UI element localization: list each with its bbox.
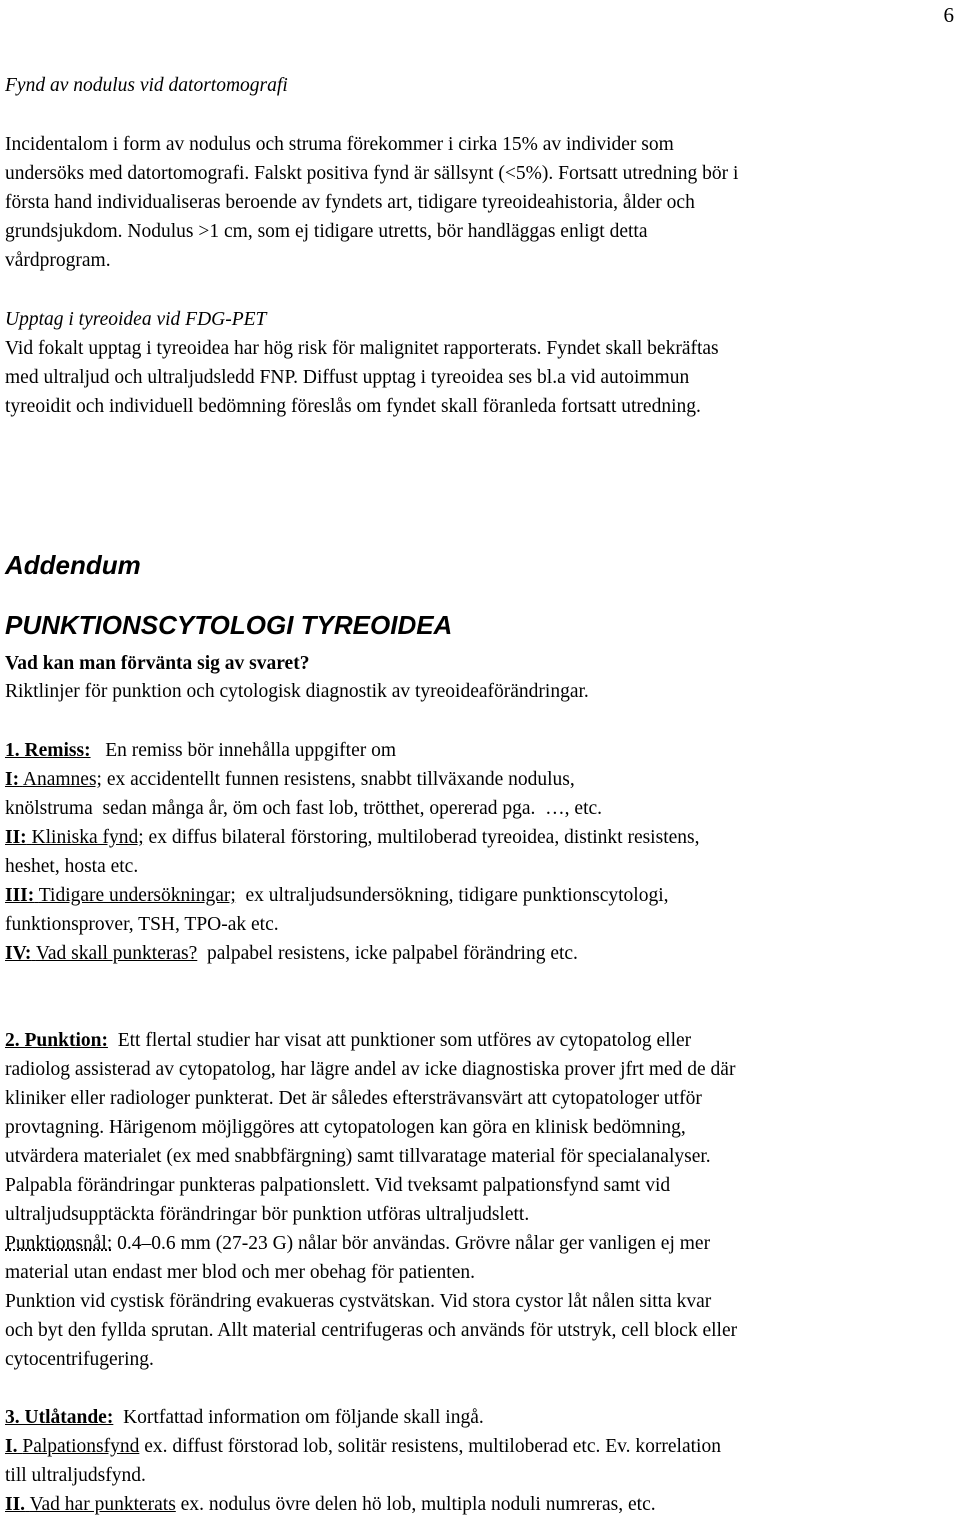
item-label: III: — [5, 885, 35, 906]
remiss-label: 1. Remiss: — [5, 740, 91, 761]
paragraph-line: material utan endast mer blod och mer obehag för patienten. — [5, 1262, 475, 1283]
page-number: 6 — [943, 3, 954, 27]
paragraph-line: tyreoidit och individuell bedömning föreslås om fyndet skall föranleda fortsatt utredning. — [5, 396, 701, 417]
item-text: ex ultraljudsundersökning, tidigare punktionscytologi, — [235, 885, 669, 906]
paragraph-line: heshet, hosta etc. — [5, 856, 139, 877]
remiss-line — [5, 739, 396, 763]
paragraph-line: utvärdera materialet (ex med snabbfärgning) samt tillvaratage material för specialanalyser. — [5, 1146, 711, 1167]
paragraph-line: ultraljudsupptäckta förändringar bör punktion utföras ultraljudslett. — [5, 1204, 530, 1225]
utlatande-line — [5, 1406, 484, 1430]
paragraph-line: kliniker eller radiologer punkterat. Det är således eftersträvansvärt att cytopatologer utför — [5, 1088, 702, 1109]
section-title-ct: Fynd av nodulus vid datortomografi — [5, 75, 288, 96]
remiss-text: En remiss bör innehålla uppgifter om — [105, 740, 397, 761]
paragraph-line: knölstruma sedan många år, öm och fast lob, trötthet, opererad pga. …, etc. — [5, 798, 603, 819]
section-title-pet: Upptag i tyreoidea vid FDG-PET — [5, 309, 267, 330]
paragraph-line: Palpabla förändringar punkteras palpationslett. Vid tveksamt palpationsfynd samt vid — [5, 1175, 671, 1196]
item-label: I. — [5, 1436, 18, 1457]
remiss-item-i — [5, 768, 575, 792]
paragraph-line: undersöks med datortomografi. Falskt positiva fynd är sällsynt (<5%). Fortsatt utredning bör i — [5, 163, 739, 184]
utlatande-item-i — [5, 1435, 721, 1459]
punktion-text: Ett flertal studier har visat att punktioner som utföres av cytopatolog eller — [117, 1030, 692, 1051]
paragraph-line: funktionsprover, TSH, TPO-ak etc. — [5, 914, 279, 935]
item-label: IV: — [5, 943, 32, 964]
item-title: Vad har punkterats — [29, 1494, 176, 1515]
remiss-item-ii — [5, 826, 699, 850]
remiss-item-iv — [5, 942, 578, 966]
paragraph-line: grundsjukdom. Nodulus >1 cm, som ej tidigare utretts, bör handläggas enligt detta — [5, 221, 648, 242]
addendum-subheading: PUNKTIONSCYTOLOGI TYREOIDEA — [5, 610, 453, 640]
item-text: ex. nodulus övre delen hö lob, multipla noduli numreras, etc. — [175, 1494, 656, 1515]
punktionsnal-label: Punktionsnål: — [5, 1233, 113, 1254]
utlatande-item-ii — [5, 1493, 656, 1517]
item-title: Vad skall punkteras? — [35, 943, 198, 964]
item-title: Kliniska fynd; — [31, 827, 144, 848]
item-label: II: — [5, 827, 27, 848]
paragraph-line: radiolog assisterad av cytopatolog, har lägre andel av icke diagnostiska prover jfrt med de där — [5, 1059, 736, 1080]
paragraph-line: och byt den fyllda sprutan. Allt material centrifugeras och används för utstryk, cell block eller — [5, 1320, 738, 1341]
item-text: ex. diffust förstorad lob, solitär resistens, multiloberad etc. Ev. korrelation — [139, 1436, 721, 1457]
item-title: Palpationsfynd — [22, 1436, 140, 1457]
item-text: ex diffus bilateral förstoring, multiloberad tyreoidea, distinkt resistens, — [143, 827, 700, 848]
punktion-label: 2. Punktion: — [5, 1030, 108, 1051]
item-label: I: — [5, 769, 20, 790]
paragraph-line: första hand individualiseras beroende av fyndets art, tidigare tyreoideahistoria, ålder och — [5, 192, 695, 213]
utlatande-label: 3. Utlåtande: — [5, 1407, 114, 1428]
item-text: palpabel resistens, icke palpabel förändring etc. — [197, 943, 578, 964]
remiss-item-iii — [5, 884, 669, 908]
paragraph-line: cytocentrifugering. — [5, 1349, 154, 1370]
paragraph-line: Punktion vid cystisk förändring evakueras cystvätskan. Vid stora cystor låt nålen sitta kvar — [5, 1291, 712, 1312]
paragraph-line: vårdprogram. — [5, 250, 111, 271]
paragraph-line: provtagning. Härigenom möjliggöres att cytopatologen kan göra en klinisk bedömning, — [5, 1117, 686, 1138]
utlatande-text: Kortfattad information om följande skall ingå. — [123, 1407, 484, 1428]
punktion-line — [5, 1029, 691, 1053]
addendum-question: Vad kan man förvänta sig av svaret? — [5, 653, 310, 674]
item-title: Tidigare undersökningar; — [38, 885, 236, 906]
paragraph-line: Vid fokalt upptag i tyreoidea har hög risk för malignitet rapporterats. Fyndet skall bekräftas — [5, 338, 719, 359]
punktionsnal-line — [5, 1232, 710, 1256]
paragraph-line: med ultraljud och ultraljudsledd FNP. Diffust upptag i tyreoidea ses bl.a vid autoimmun — [5, 367, 690, 388]
item-text: ex accidentellt funnen resistens, snabbt tillväxande nodulus, — [101, 769, 575, 790]
addendum-intro: Riktlinjer för punktion och cytologisk diagnostik av tyreoideaförändringar. — [5, 681, 589, 702]
paragraph-line: till ultraljudsfynd. — [5, 1465, 146, 1486]
item-title: Anamnes; — [22, 769, 102, 790]
paragraph-line: Incidentalom i form av nodulus och struma förekommer i cirka 15% av individer som — [5, 134, 674, 155]
item-label: II. — [5, 1494, 26, 1515]
addendum-heading: Addendum — [5, 550, 141, 580]
punktionsnal-text: 0.4–0.6 mm (27-23 G) nålar bör användas. Grövre nålar ger vanligen ej mer — [112, 1233, 711, 1254]
